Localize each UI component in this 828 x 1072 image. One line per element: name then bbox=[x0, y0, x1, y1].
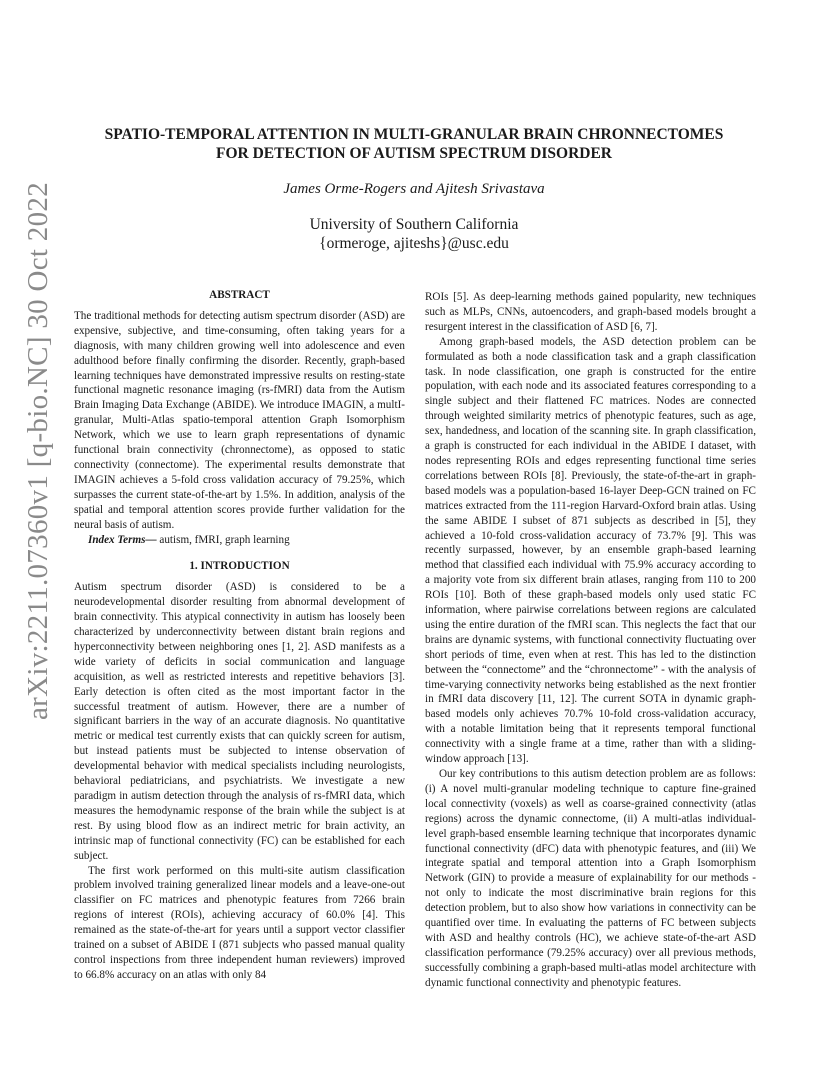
index-terms-text: autism, fMRI, graph learning bbox=[159, 533, 290, 546]
email: {ormeroge, ajiteshs}@usc.edu bbox=[319, 235, 509, 252]
abstract-text: The traditional methods for detecting autism spectrum disorder (ASD) are expensive, subjective, and time-consuming, often taking years for a diagnosis, with many children growing well into adolescence and even adulthood before finally confirming the disorder. Recently, graph-based learning techniques have demonstrated impressive results on resting-state functional magnetic resonance imaging (rs-fMRI) data from the Autism Brain Imaging Data Exchange (ABIDE). We introduce IMAGIN, a multI-granular, Multi-Atlas spatio-temporal attention Graph Isomorphism Network, which we use to learn graph representations of dynamic functional brain connectivity (chronnectome), as opposed to static connectivity (connectome). The experimental results demonstrate that IMAGIN achieves a 5-fold cross validation accuracy of 79.25%, which surpasses the current state-of-the-art by 1.5%. In addition, analysis of the spatial and temporal attention scores provide further validation for the neural basis of autism. bbox=[74, 309, 405, 531]
title-line-1: SPATIO-TEMPORAL ATTENTION IN MULTI-GRANULAR BRAIN CHRONNECTOMES bbox=[104, 126, 724, 143]
paper-title bbox=[60, 125, 768, 163]
affiliation-block bbox=[60, 215, 768, 253]
authors: James Orme-Rogers and Ajitesh Srivastava bbox=[283, 181, 545, 197]
right-paragraph-2: Among graph-based models, the ASD detection problem can be formulated as both a node classification task and a graph classification task. In node classification, one graph is constructed for the entire population, with each node and its associated features corresponding to a single subject and their flattened FC matrices. Nodes are connected through weighted similarity metrics of phenotypic features, such as age, sex, handedness, and location of the scanning site. In graph classification, a graph is constructed for each individual in the ABIDE I dataset, with nodes representing ROIs and edges representing functional time series correlations between ROIs [8]. Previously, the state-of-the-art in graph-based models was a population-based 16-layer Deep-GCN trained on FC matrices extracted from the 111-region Harvard-Oxford brain atlas. Using the same ABIDE I subset of 871 subjects as described in [5], they achieved a 10-fold cross-validation accuracy of 73.7% [9]. This was recently surpassed, however, by an ensemble graph-based learning method that classified each individual with 75.9% accuracy according to a majority vote from six different brain atlases, ranging from 110 to 200 ROIs [10]. Both of these graph-based models only used static FC information, where pairwise correlations between regions are calculated using the entire duration of the fMRI scan. This neglects the fact that our brains are dynamic systems, with functional connectivity fluctuating over short periods of time, even when at rest. This has led to the distinction between the “connectome” and the “chronnectome” - with the analysis of time-varying connectivity networks being established as the next frontier in fMRI data discovery [11, 12]. The current SOTA in dynamic graph-based models only achieves 70.7% 10-fold cross-validation accuracy, with a notable limitation being that it represents temporal functional connectivity with a single frame at a time, rather than with a sliding-window approach [13]. bbox=[425, 335, 756, 766]
right-paragraph-3: Our key contributions to this autism detection problem are as follows: (i) A novel multi-granular modeling technique to capture fine-grained local connectivity (voxels) as well as coarse-grained connectivity (atlas regions) across the dynamic connectome, (ii) A multi-atlas individual-level graph-based ensemble learning technique that incorporates dynamic functional connectivity (dFC) data with phenotypic features, and (iii) We integrate spatial and temporal attention into a Graph Isomorphism Network (GIN) to provide a measure of explainability for our methods - not only to indicate the most discriminative brain regions for this detection problem, but to also show how variations in connectivity can be quantified over time. In evaluating the patterns of FC between subjects with ASD and healthy controls (HC), we achieve state-of-the-art ASD classification performance (79.25% accuracy) over all previous methods, successfully combining a graph-based multi-atlas model architecture with dynamic functional connectivity and phenotypic features. bbox=[425, 768, 756, 989]
index-terms bbox=[74, 533, 405, 548]
introduction-heading: 1. INTRODUCTION bbox=[189, 560, 290, 573]
title-line-2: FOR DETECTION OF AUTISM SPECTRUM DISORDER bbox=[215, 145, 612, 162]
abstract-heading: ABSTRACT bbox=[209, 289, 270, 301]
left-column bbox=[74, 288, 405, 983]
arxiv-identifier: arXiv:2211.07360v1 [q-bio.NC] 30 Oct 2022 bbox=[22, 182, 54, 720]
intro-paragraph-1: Autism spectrum disorder (ASD) is considered to be a neurodevelopmental disorder resulting from abnormal development of brain connectivity. This atypical connectivity in autism has loosely been characterized by underconnectivity between distant brain regions and hyperconnectivity between neighboring ones [1, 2]. ASD manifests as a wide variety of deficits in social communication and language acquisition, as well as restricted interests and repetitive behaviors [3]. Early detection is often cited as the most important factor in the successful treatment of autism. However, there are a number of significant barriers in the way of an accurate diagnosis. No quantitative metric or medical test currently exists that can quickly screen for autism, but instead patients must be subjected to intense observation of developmental behavior with medical specialists including neurologists, behavioral pediatricians, and psychiatrists. We investigate a new paradigm in autism detection through the analysis of rs-fMRI data, which measures the hemodynamic response of the brain while the subject is at rest. By using blood flow as an indirect metric for brain activity, an intrinsic map of functional connectivity (FC) can be established for each subject. bbox=[74, 581, 405, 862]
affiliation: University of Southern California bbox=[309, 216, 519, 233]
right-column bbox=[425, 290, 756, 991]
right-paragraph-1: ROIs [5]. As deep-learning methods gained popularity, new techniques such as MLPs, CNNs, autoencoders, and graph-based models brought a resurgent interest in the classification of ASD [6, 7]. bbox=[425, 291, 756, 333]
intro-paragraph-2: The first work performed on this multi-site autism classification problem involved training generalized linear models and a leave-one-out classifier on FC matrices and phenotypic features from 7266 brain regions of interest (ROIs), achieving accuracy of 60.0% [4]. This remained as the state-of-the-art for years until a support vector classifier trained on a subset of ABIDE I (871 subjects who passed manual quality control inspections from three independent human reviewers) improved to 66.8% accuracy on an atlas with only 84 bbox=[74, 864, 405, 981]
index-terms-label: Index Terms— bbox=[88, 533, 157, 546]
